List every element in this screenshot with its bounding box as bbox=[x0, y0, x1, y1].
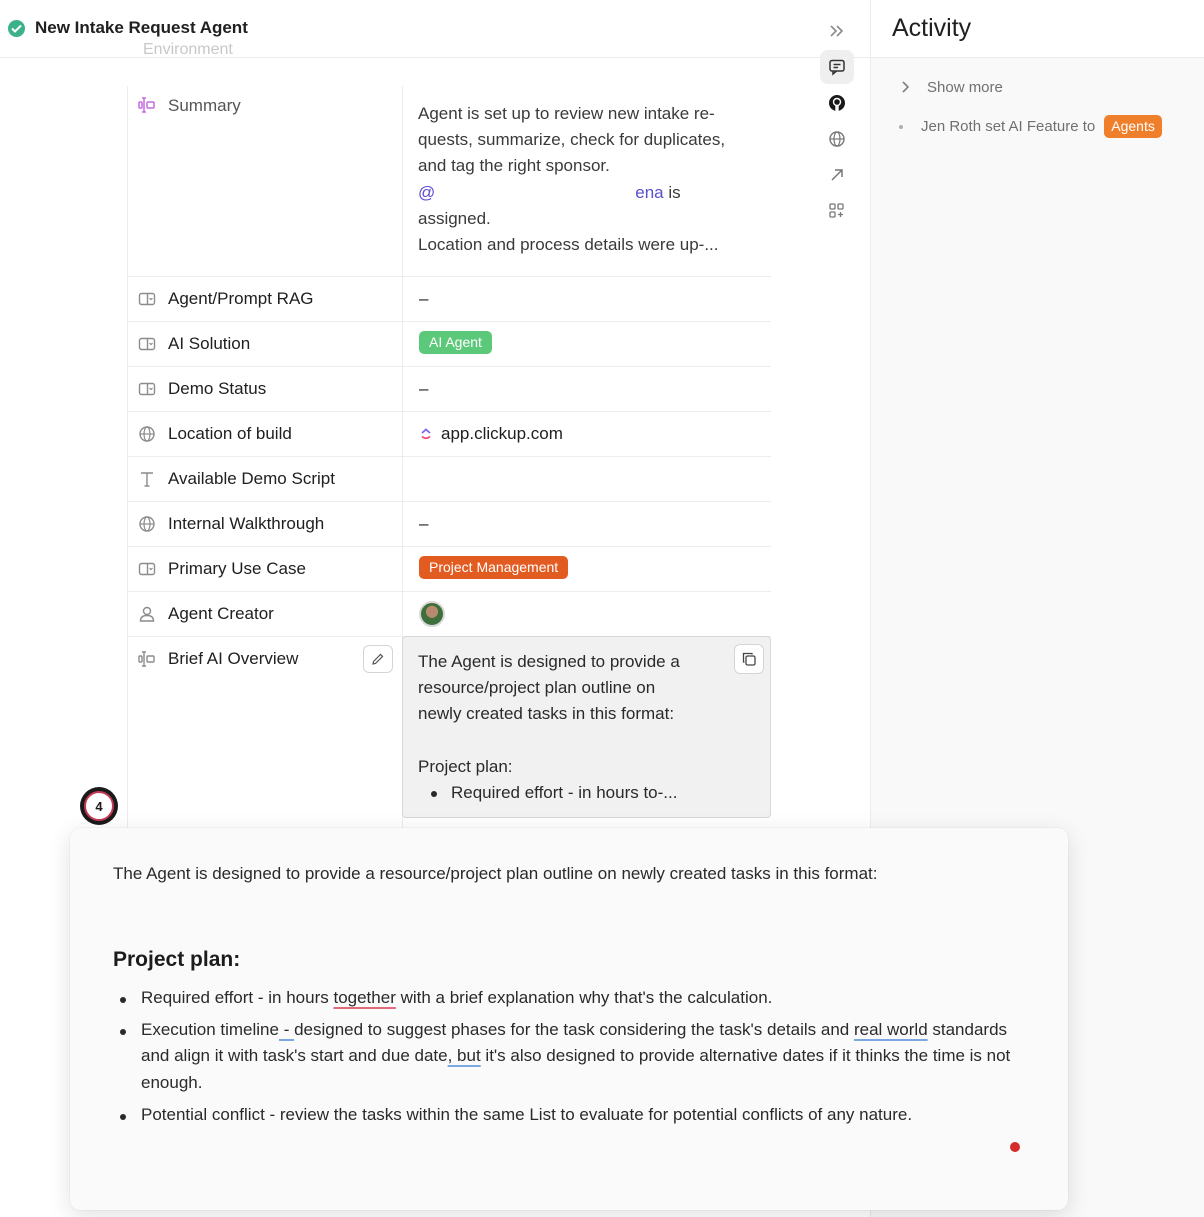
popover-intro: The Agent is designed to provide a resource/project plan outline on newly created tasks in this format: bbox=[113, 864, 878, 883]
arrow-up-right-icon[interactable] bbox=[820, 158, 854, 192]
field-label-summary: Summary bbox=[168, 96, 241, 115]
popover-heading: Project plan: bbox=[113, 948, 241, 971]
person-icon bbox=[138, 605, 156, 623]
field-label: Demo Status bbox=[168, 379, 267, 398]
globe-icon[interactable] bbox=[820, 122, 854, 156]
chevron-right-icon bbox=[898, 78, 920, 96]
faded-field-label: Environment bbox=[143, 41, 233, 58]
clickup-logo-icon bbox=[419, 427, 433, 441]
dropdown-field-icon bbox=[138, 335, 156, 353]
field-value-empty: – bbox=[419, 289, 429, 308]
expanded-overview-popover[interactable] bbox=[70, 828, 1068, 1210]
summary-value[interactable]: Agent is set up to review new intake re- quests, summarize, check for duplicates, and tag the right sponsor. @ ena is assigned. Location and process details were up-... bbox=[418, 104, 726, 255]
field-row-demo-status[interactable] bbox=[127, 367, 771, 412]
field-label: AI Solution bbox=[168, 334, 251, 353]
custom-fields-table bbox=[127, 58, 771, 828]
activity-entry-text: Jen Roth set AI Feature to bbox=[921, 118, 1096, 135]
ai-text-field-icon bbox=[138, 650, 156, 668]
list-item: Required effort - in hours together with a brief explanation why that's the calculation. bbox=[113, 985, 1013, 1011]
activity-entry bbox=[899, 115, 1162, 138]
primary-use-case-pill[interactable]: Project Management bbox=[419, 556, 568, 579]
show-more-label: Show more bbox=[927, 78, 1003, 96]
ai-summary-icon bbox=[138, 96, 156, 114]
field-label: Available Demo Script bbox=[168, 469, 335, 488]
dropdown-field-icon bbox=[138, 560, 156, 578]
notification-badge[interactable]: 4 bbox=[80, 787, 120, 825]
comment-icon[interactable] bbox=[820, 50, 854, 84]
activity-heading: Activity bbox=[892, 14, 972, 42]
field-row-agent-prompt-rag[interactable] bbox=[127, 277, 771, 322]
field-value-empty: – bbox=[419, 379, 429, 398]
field-label: Location of build bbox=[168, 424, 292, 443]
field-label-cell bbox=[128, 86, 403, 276]
dropdown-field-icon bbox=[138, 290, 156, 308]
task-title[interactable]: New Intake Request Agent bbox=[35, 18, 248, 37]
field-label: Brief AI Overview bbox=[168, 649, 299, 668]
globe-icon bbox=[138, 425, 156, 443]
plan-list bbox=[113, 985, 1013, 1134]
globe-icon bbox=[138, 515, 156, 533]
mention-name: ena bbox=[635, 182, 664, 202]
text-field-icon bbox=[138, 470, 156, 488]
bullet-dot bbox=[899, 125, 903, 129]
copy-button[interactable] bbox=[734, 644, 764, 674]
field-label: Internal Walkthrough bbox=[168, 514, 325, 533]
show-more-toggle[interactable] bbox=[898, 78, 1003, 96]
location-link[interactable]: app.clickup.com bbox=[441, 424, 563, 443]
task-header bbox=[0, 0, 870, 58]
field-row-agent-creator[interactable] bbox=[127, 592, 771, 637]
mention-at: @ bbox=[418, 182, 436, 202]
dropdown-field-icon bbox=[138, 380, 156, 398]
status-complete-icon[interactable] bbox=[8, 20, 25, 37]
list-item: Execution timeline - designed to suggest phases for the task considering the task's details and real world standards and align it with task's start and due date, but it's also designed to provide alternative dates if it thinks the time is not enough. bbox=[113, 1017, 1013, 1096]
pencil-icon bbox=[371, 652, 385, 666]
recording-indicator-dot bbox=[1010, 1142, 1020, 1152]
copy-icon bbox=[741, 651, 757, 667]
field-row-ai-solution[interactable] bbox=[127, 322, 771, 367]
apps-add-icon[interactable] bbox=[820, 194, 854, 228]
field-value-empty: – bbox=[419, 514, 429, 533]
brief-ai-overview-value[interactable]: The Agent is designed to provide a resource/project plan outline on newly created tasks in this format: Project plan: Required effort - in hours to-... bbox=[402, 636, 771, 818]
list-item: Potential conflict - review the tasks within the same List to evaluate for potential conflicts of any nature. bbox=[113, 1102, 1013, 1128]
field-label: Agent Creator bbox=[168, 604, 274, 623]
activity-tag-badge: Agents bbox=[1104, 115, 1162, 138]
field-row-location-of-build[interactable] bbox=[127, 412, 771, 457]
field-row-available-demo-script[interactable] bbox=[127, 457, 771, 502]
edit-button[interactable] bbox=[363, 645, 393, 673]
double-chevron-right-icon[interactable] bbox=[826, 20, 848, 42]
field-row-primary-use-case[interactable] bbox=[127, 547, 771, 592]
field-label: Agent/Prompt RAG bbox=[168, 289, 314, 308]
field-label: Primary Use Case bbox=[168, 559, 306, 578]
ai-solution-pill[interactable]: AI Agent bbox=[419, 331, 492, 354]
avatar[interactable] bbox=[419, 601, 445, 627]
field-row-internal-walkthrough[interactable] bbox=[127, 502, 771, 547]
github-icon[interactable] bbox=[820, 86, 854, 120]
